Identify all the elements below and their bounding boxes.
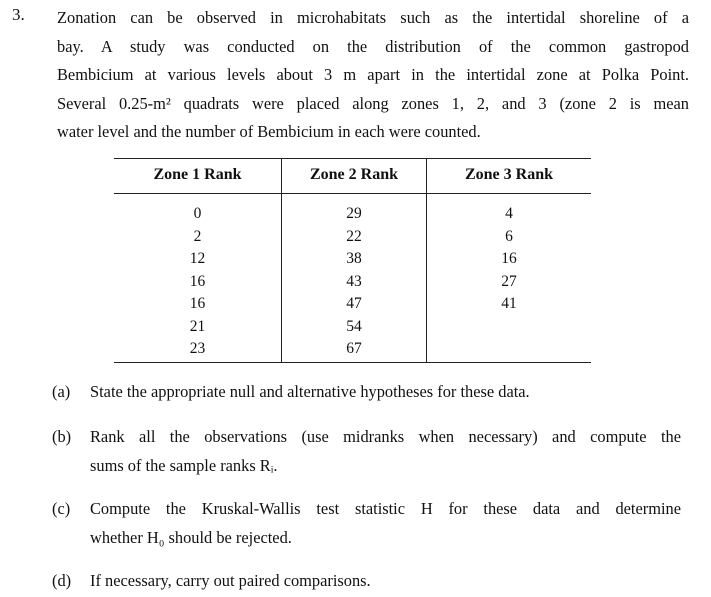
zone-1-column bbox=[114, 203, 281, 361]
table-cell: 6 bbox=[505, 227, 513, 245]
intro-line: Bembicium at various levels about 3 m apart in the intertidal zone at Polka Point. bbox=[57, 65, 689, 85]
rank-table bbox=[114, 158, 591, 363]
part-line: Compute the Kruskal-Wallis test statistic H for these data and determine bbox=[90, 499, 681, 518]
part-text bbox=[90, 378, 681, 407]
table-cell: 16 bbox=[501, 250, 517, 267]
table-top-rule bbox=[114, 158, 591, 159]
table-cell: 38 bbox=[346, 250, 362, 267]
intro-line: water level and the number of Bembicium in each were counted. bbox=[57, 122, 481, 142]
part-text bbox=[90, 567, 681, 596]
table-cell: 67 bbox=[346, 340, 362, 357]
intro-line: Zonation can be observed in microhabitats such as the intertidal shoreline of a bbox=[57, 8, 689, 27]
part-label: (d) bbox=[52, 571, 72, 590]
intro-line: Several 0.25-m² quadrats were placed along zones 1, 2, and 3 (zone 2 is mean bbox=[57, 93, 689, 113]
part-line: sums of the sample ranks Rᵢ. bbox=[90, 455, 278, 475]
part-label: (a) bbox=[52, 382, 71, 401]
table-cell: 43 bbox=[346, 272, 362, 290]
table-cell: 27 bbox=[501, 272, 517, 290]
header-zone-2: Zone 2 Rank bbox=[309, 166, 399, 183]
header-zone-3: Zone 3 Rank bbox=[464, 166, 554, 183]
part-label: (c) bbox=[52, 499, 71, 518]
table-cell: 16 bbox=[189, 272, 206, 290]
intro-line: bay. A study was conducted on the distribution of the common gastropod bbox=[57, 36, 689, 56]
table-cell: 4 bbox=[505, 205, 513, 222]
zone-2-column bbox=[282, 203, 426, 361]
table-cell: 29 bbox=[346, 205, 362, 222]
part-text bbox=[90, 495, 681, 552]
part-label: (b) bbox=[52, 427, 72, 446]
table-cell: 16 bbox=[189, 295, 206, 312]
part-line: State the appropriate null and alternative hypotheses for these data. bbox=[90, 382, 530, 401]
part-line: If necessary, carry out paired comparisons. bbox=[90, 571, 371, 590]
part-line: Rank all the observations (use midranks when necessary) and compute the bbox=[90, 427, 681, 446]
part-text bbox=[90, 423, 681, 480]
table-cell: 41 bbox=[501, 295, 517, 312]
table-cell: 54 bbox=[346, 317, 362, 335]
table-cell: 0 bbox=[193, 205, 202, 222]
question-number: 3. bbox=[12, 5, 25, 24]
table-bottom-rule bbox=[114, 362, 591, 363]
table-cell: 21 bbox=[189, 317, 206, 335]
question-intro bbox=[57, 4, 689, 147]
table-cell: 47 bbox=[346, 295, 362, 312]
table-cell: 12 bbox=[189, 250, 206, 267]
table-cell: 22 bbox=[346, 227, 362, 245]
table-header-rule bbox=[114, 193, 591, 194]
table-cell: 2 bbox=[193, 227, 202, 245]
zone-3-column bbox=[427, 203, 591, 316]
part-line: whether H₀ should be rejected. bbox=[90, 527, 292, 547]
header-zone-1: Zone 1 Rank bbox=[153, 166, 242, 183]
table-cell: 23 bbox=[189, 340, 206, 357]
